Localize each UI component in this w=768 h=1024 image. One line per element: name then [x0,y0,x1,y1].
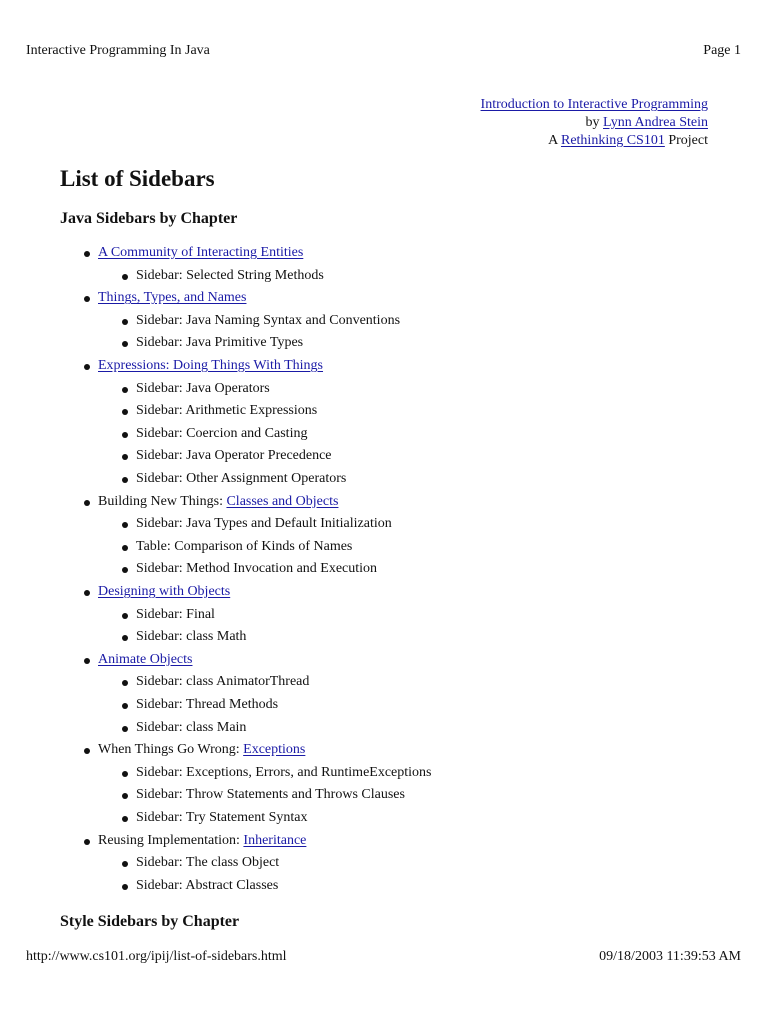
bullet-icon [84,251,90,257]
chapter-item [0,288,760,308]
project-suffix: Project [664,133,708,148]
sidebar-item [0,605,760,625]
bullet-icon [122,409,128,415]
chapter-link[interactable]: Classes and Objects [226,493,339,509]
sidebar-item [0,266,760,286]
sidebar-label: Sidebar: Abstract Classes [136,877,279,893]
sidebar-label: Sidebar: Selected String Methods [136,267,324,283]
sidebar-item [0,808,760,828]
chapter-item [0,650,760,670]
chapter-item [0,740,760,760]
bullet-icon [122,726,128,732]
bullet-icon [122,703,128,709]
chapter-link[interactable]: Designing with Objects [98,584,231,599]
bullet-icon [122,319,128,325]
author-link[interactable]: Lynn Andrea Stein [603,115,708,130]
footer-timestamp: 09/18/2003 11:39:53 AM [599,949,741,964]
sidebar-item [0,627,760,647]
bullet-icon [84,748,90,754]
chapter-item [0,356,760,376]
sidebar-item [0,537,760,557]
chapter-prefix: Reusing Implementation: [98,832,244,848]
bullet-icon [84,500,90,506]
book-link[interactable]: Introduction to Interactive Programming [480,97,708,112]
sidebar-label: Sidebar: Java Primitive Types [136,335,304,351]
bullet-icon [122,274,128,280]
sidebar-item [0,559,760,579]
bullet-icon [122,861,128,867]
chapter-link[interactable]: Animate Objects [98,651,193,667]
sidebar-item [0,424,760,444]
sidebar-label: Sidebar: Java Operators [136,380,270,396]
chapter-label [98,288,246,308]
bullet-icon [84,658,90,664]
sidebar-item [0,785,760,805]
chapter-label [98,356,323,376]
sidebar-item [0,333,760,353]
chapter-item [0,582,760,602]
sidebar-item [0,695,760,715]
page-title: List of Sidebars [60,166,215,191]
sidebar-label: Sidebar: Method Invocation and Execution [136,561,378,577]
sidebar-item [0,718,760,738]
sidebar-label: Sidebar: Exceptions, Errors, and RuntimeExceptions [136,764,432,780]
bullet-icon [122,884,128,890]
bullet-icon [122,341,128,347]
chapter-link[interactable]: Expressions: Doing Things With Things [98,358,324,373]
bullet-icon [122,432,128,438]
java-sidebars-heading: Java Sidebars by Chapter [60,210,238,227]
sidebar-label: Sidebar: Throw Statements and Throws Clauses [136,787,405,803]
sidebar-label: Sidebar: Final [136,606,215,622]
bullet-icon [84,296,90,302]
sidebar-item [0,876,760,896]
bullet-icon [84,364,90,370]
sidebar-label: Sidebar: Try Statement Syntax [136,810,308,825]
sidebar-item [0,379,760,399]
sidebar-item [0,469,760,489]
chapter-prefix: Building New Things: [98,493,227,509]
sidebar-item [0,446,760,466]
bullet-icon [122,635,128,641]
project-prefix: A [548,133,561,148]
chapter-label [98,492,338,512]
byline [481,96,708,150]
bullet-icon [122,567,128,573]
sidebar-label: Sidebar: Java Operator Precedence [136,448,332,464]
chapter-prefix: When Things Go Wrong: [98,742,244,758]
sidebar-item [0,401,760,421]
sidebar-label: Sidebar: Java Naming Syntax and Conventions [136,312,401,328]
chapter-item [0,492,760,512]
chapter-label [98,582,230,602]
sidebar-label: Table: Comparison of Kinds of Names [136,538,353,554]
sidebar-item [0,763,760,783]
bullet-icon [122,793,128,799]
sidebar-label: Sidebar: The class Object [136,855,280,871]
bullet-icon [122,387,128,393]
footer-url: http://www.cs101.org/ipij/list-of-sidebars.html [26,949,287,964]
bullet-icon [122,816,128,822]
bullet-icon [122,545,128,551]
chapter-link[interactable]: Inheritance [243,832,307,848]
chapter-item [0,243,760,263]
by-prefix: by [585,115,603,130]
sidebar-item [0,311,760,331]
chapter-label [98,650,192,670]
bullet-icon [122,454,128,460]
sidebar-item [0,514,760,534]
project-link[interactable]: Rethinking CS101 [560,133,665,148]
sidebar-label: Sidebar: class AnimatorThread [136,674,310,690]
style-sidebars-heading: Style Sidebars by Chapter [60,913,240,930]
chapter-label [98,243,303,263]
bullet-icon [122,771,128,777]
sidebar-item [0,853,760,873]
bullet-icon [84,590,90,596]
running-header-title: Interactive Programming In Java [26,43,210,58]
sidebar-label: Sidebar: Arithmetic Expressions [136,403,318,419]
bullet-icon [122,522,128,528]
page-number: Page 1 [703,43,741,58]
bullet-icon [122,613,128,619]
sidebar-item [0,672,760,692]
chapter-link[interactable]: Things, Types, and Names [98,290,247,306]
chapter-label [98,740,305,760]
sidebar-label: Sidebar: class Math [136,629,247,645]
sidebar-label: Sidebar: Java Types and Default Initialization [136,516,392,532]
bullet-icon [122,680,128,686]
chapter-link[interactable]: A Community of Interacting Entities [98,245,304,260]
chapter-link[interactable]: Exceptions [243,742,306,758]
sidebar-label: Sidebar: Other Assignment Operators [136,471,347,486]
sidebar-label: Sidebar: class Main [136,719,247,735]
sidebar-label: Sidebar: Thread Methods [136,697,279,712]
bullet-icon [84,839,90,845]
chapter-label [98,831,306,851]
bullet-icon [122,477,128,483]
sidebar-label: Sidebar: Coercion and Casting [136,425,308,441]
chapter-item [0,831,760,851]
